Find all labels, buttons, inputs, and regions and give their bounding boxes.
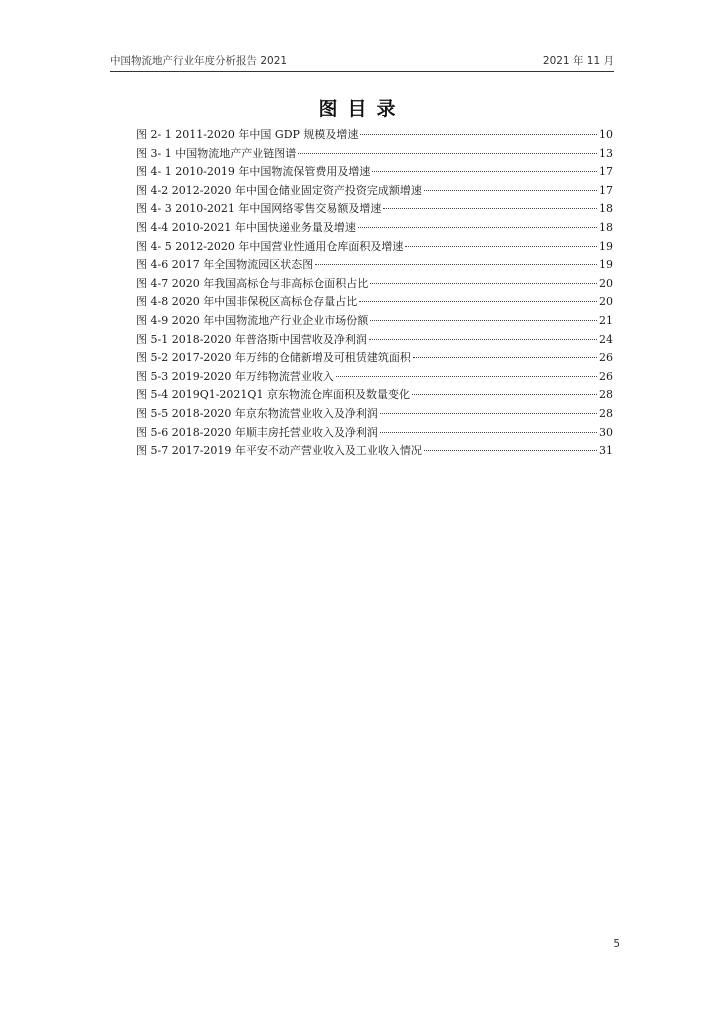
toc-entry-label: 图 5-4 2019Q1-2021Q1 京东物流仓库面积及数量变化 bbox=[136, 388, 410, 402]
toc-entry-page: 21 bbox=[599, 313, 613, 327]
toc-entry[interactable] bbox=[136, 312, 613, 331]
toc-entry-page: 13 bbox=[599, 146, 613, 160]
toc-entry-label: 图 3- 1 中国物流地产产业链图谱 bbox=[136, 146, 297, 160]
toc-entry-page: 20 bbox=[599, 276, 613, 290]
toc-entry[interactable] bbox=[136, 405, 613, 424]
toc-entry[interactable] bbox=[136, 293, 613, 312]
toc-dot-leader bbox=[298, 153, 597, 154]
toc-entry-page: 26 bbox=[599, 351, 613, 365]
toc-entry-label: 图 4- 3 2010-2021 年中国网络零售交易额及增速 bbox=[136, 202, 382, 216]
toc-entry[interactable] bbox=[136, 349, 613, 368]
toc-entry[interactable] bbox=[136, 256, 613, 275]
toc-dot-leader bbox=[380, 413, 597, 414]
toc-entry-page: 10 bbox=[599, 128, 613, 141]
toc-entry[interactable] bbox=[136, 145, 613, 164]
toc-dot-leader bbox=[360, 134, 597, 135]
toc-entry-page: 31 bbox=[599, 444, 613, 458]
toc-entry-label: 图 4-7 2020 年我国高标仓与非高标仓面积占比 bbox=[136, 276, 369, 290]
toc-entry[interactable] bbox=[136, 219, 613, 238]
toc-entry[interactable] bbox=[136, 163, 613, 182]
toc-entry-label: 图 4-6 2017 年全国物流园区状态图 bbox=[136, 258, 314, 272]
toc-entry-page: 19 bbox=[599, 258, 613, 272]
toc-entry-label: 图 5-5 2018-2020 年京东物流营业收入及净利润 bbox=[136, 406, 378, 420]
page-number: 5 bbox=[613, 938, 620, 950]
toc-entry-page: 18 bbox=[599, 202, 613, 216]
toc-dot-leader bbox=[413, 357, 597, 358]
toc-dot-leader bbox=[380, 432, 597, 433]
toc-entry[interactable] bbox=[136, 182, 613, 201]
toc-entry-label: 图 4-2 2012-2020 年中国仓储业固定资产投资完成额增速 bbox=[136, 183, 422, 197]
toc-dot-leader bbox=[358, 227, 597, 228]
toc-entry[interactable] bbox=[136, 331, 613, 350]
toc-dot-leader bbox=[383, 208, 597, 209]
toc-entry[interactable] bbox=[136, 424, 613, 443]
toc-dot-leader bbox=[315, 264, 597, 265]
toc-entry[interactable] bbox=[136, 386, 613, 405]
toc-dot-leader bbox=[369, 339, 597, 340]
toc-entry-page: 30 bbox=[599, 425, 613, 439]
toc-dot-leader bbox=[370, 320, 597, 321]
toc-entry-label: 图 4-8 2020 年中国非保税区高标仓存量占比 bbox=[136, 295, 358, 309]
toc-entry-page: 19 bbox=[599, 239, 613, 253]
toc-entry-page: 24 bbox=[599, 332, 613, 346]
toc-entry-label: 图 5-7 2017-2019 年平安不动产营业收入及工业收入情况 bbox=[136, 444, 422, 458]
toc-entry-page: 18 bbox=[599, 220, 613, 234]
toc-entry[interactable] bbox=[136, 200, 613, 219]
page-header bbox=[110, 50, 614, 72]
toc-entry-label: 图 5-1 2018-2020 年普洛斯中国营收及净利润 bbox=[136, 332, 367, 346]
toc-dot-leader bbox=[359, 301, 597, 302]
toc-entry[interactable] bbox=[136, 275, 613, 294]
toc-entry-page: 28 bbox=[599, 388, 613, 402]
toc-entry[interactable] bbox=[136, 238, 613, 257]
header-report-title: 中国物流地产行业年度分析报告 2021 bbox=[110, 55, 288, 67]
toc-entry-label: 图 4- 1 2010-2019 年中国物流保管费用及增速 bbox=[136, 165, 371, 179]
toc-entry-page: 28 bbox=[599, 406, 613, 420]
toc-entry[interactable] bbox=[136, 442, 613, 461]
toc-dot-leader bbox=[372, 171, 597, 172]
toc-entry-page: 26 bbox=[599, 369, 613, 383]
toc-dot-leader bbox=[412, 394, 597, 395]
toc-dot-leader bbox=[405, 246, 597, 247]
toc-entry-label: 图 2- 1 2011-2020 年中国 GDP 规模及增速 bbox=[136, 128, 359, 141]
figure-list bbox=[136, 126, 613, 461]
header-date: 2021 年 11 月 bbox=[542, 55, 614, 67]
toc-entry-page: 20 bbox=[599, 295, 613, 309]
toc-entry-label: 图 5-6 2018-2020 年顺丰房托营业收入及净利润 bbox=[136, 425, 378, 439]
toc-dot-leader bbox=[370, 283, 597, 284]
toc-entry-label: 图 5-3 2019-2020 年万纬物流营业收入 bbox=[136, 369, 334, 383]
toc-entry-page: 17 bbox=[599, 165, 613, 179]
toc-entry-label: 图 5-2 2017-2020 年万纬的仓储新增及可租赁建筑面积 bbox=[136, 351, 411, 365]
toc-title: 图目录 bbox=[318, 98, 406, 120]
toc-entry-label: 图 4-9 2020 年中国物流地产行业企业市场份额 bbox=[136, 313, 369, 327]
toc-entry[interactable] bbox=[136, 368, 613, 387]
toc-dot-leader bbox=[336, 376, 597, 377]
toc-entry-label: 图 4-4 2010-2021 年中国快递业务量及增速 bbox=[136, 220, 356, 234]
toc-dot-leader bbox=[424, 190, 597, 191]
toc-dot-leader bbox=[424, 450, 597, 451]
toc-entry[interactable] bbox=[136, 126, 613, 145]
toc-entry-label: 图 4- 5 2012-2020 年中国营业性通用仓库面积及增速 bbox=[136, 239, 404, 253]
toc-entry-page: 17 bbox=[599, 183, 613, 197]
